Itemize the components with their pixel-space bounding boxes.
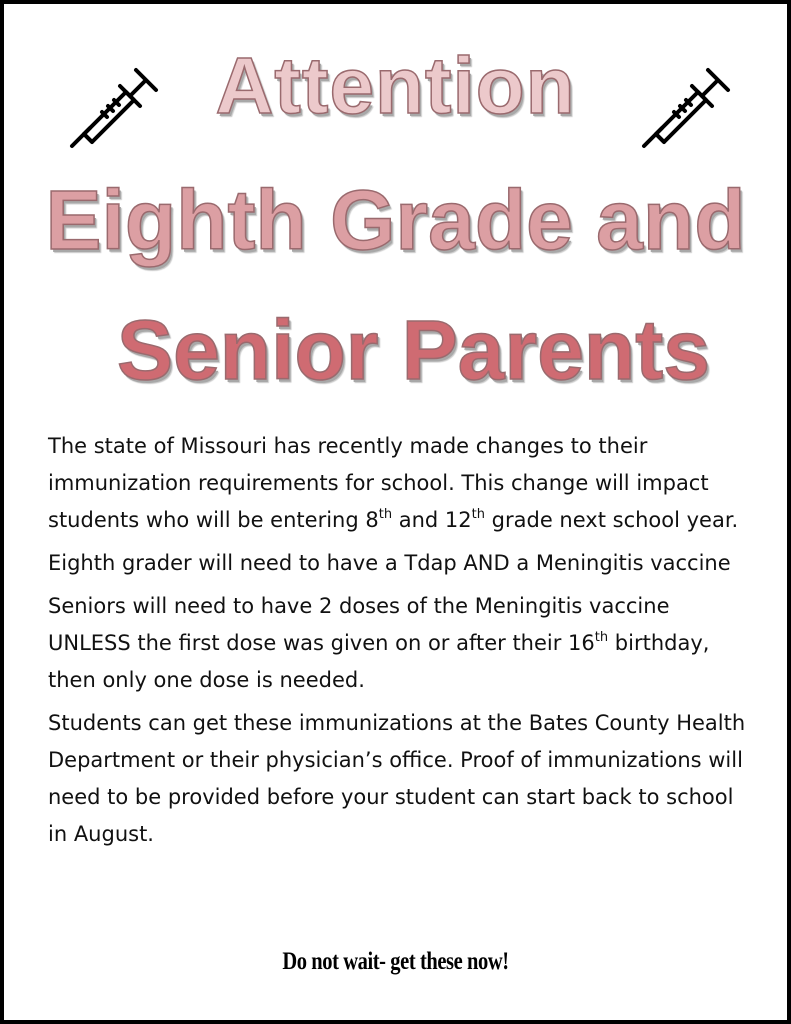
heading-senior-parents: Senior Parents — [117, 303, 710, 397]
heading-eighth-grade: Eighth Grade and — [45, 173, 746, 267]
heading-attention: Attention — [215, 41, 576, 130]
notice-body — [48, 428, 748, 859]
paragraph-where-to-get: Students can get these immunizations at the Bates County Health Department or their physician’s office. Proof of immunizations will need to be provided before your student can start back to school in August. — [48, 711, 746, 846]
closing-callout: Do not wait- get these now! — [282, 948, 509, 975]
paragraph-seniors: Seniors will need to have 2 doses of the Meningitis vaccine UNLESS the first dose was given on or after their 16th birthday, then only one dose is needed. — [48, 594, 710, 692]
paragraph-changes: The state of Missouri has recently made changes to their immunization requirements for school. This change will impact students who will be entering 8th and 12th grade next school year. — [48, 434, 739, 532]
paragraph-eighth-grade: Eighth grader will need to have a Tdap AND a Meningitis vaccine — [48, 551, 731, 575]
